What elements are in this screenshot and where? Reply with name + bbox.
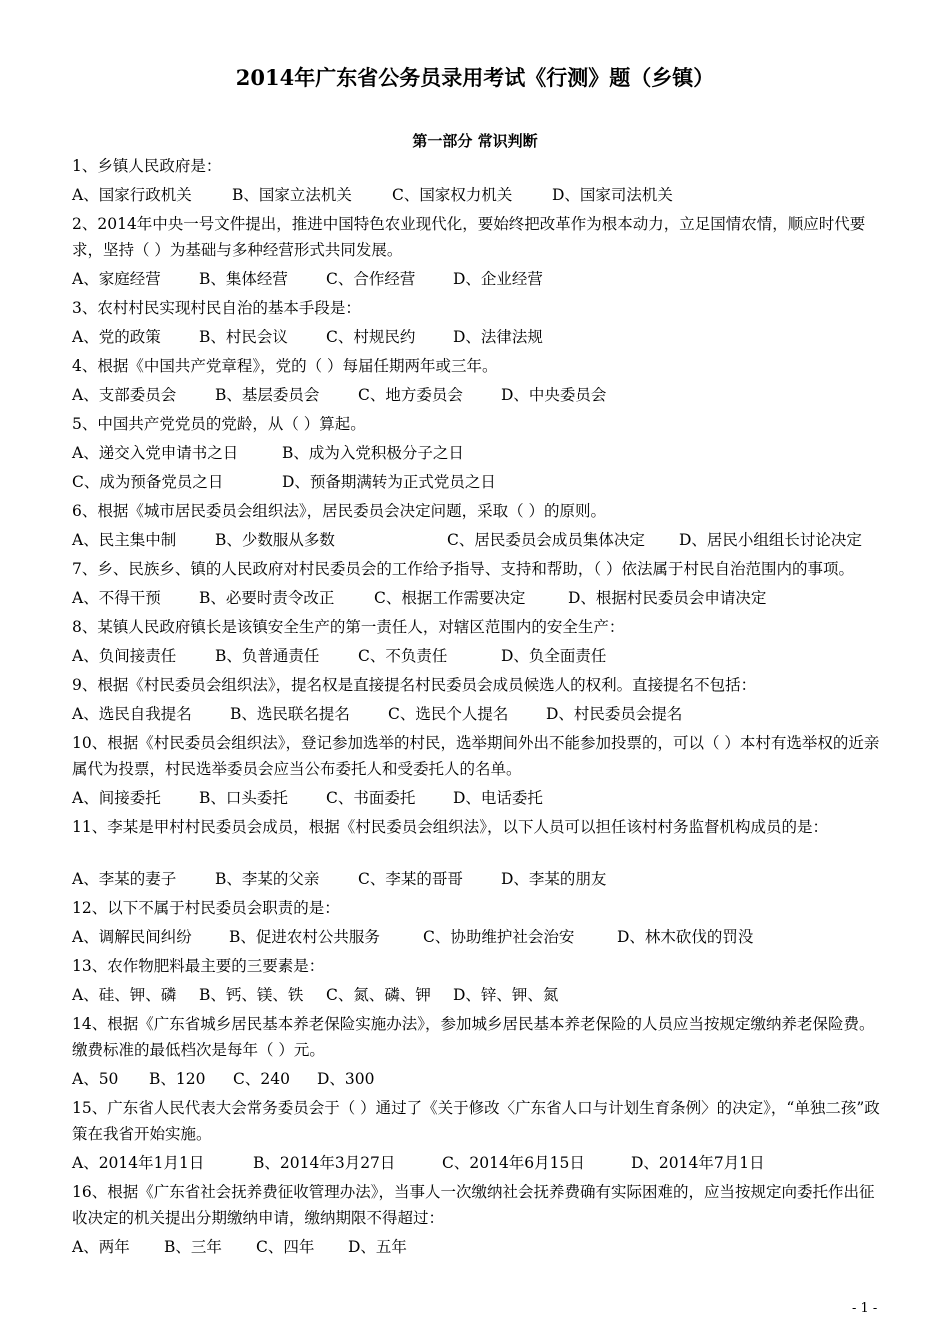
answer-option: D、村民委员会提名 [546, 705, 683, 723]
question-text: 15、广东省人民代表大会常务委员会于（ ）通过了《关于修改〈广东省人口与计划生育条例〉的决定》，“单独二孩”政策在我省开始实施。 [72, 1099, 880, 1143]
answer-option: B、集体经营 [199, 270, 288, 288]
answer-option: A、间接委托 [72, 789, 161, 807]
question-text: 3、农村村民实现村民自治的基本手段是： [72, 299, 361, 317]
section-heading: 第一部分 常识判断 [412, 132, 538, 150]
answer-option: D、根据村民委员会申请决定 [568, 589, 767, 607]
answer-option: B、少数服从多数 [215, 531, 335, 549]
answer-option: D、居民小组组长讨论决定 [679, 531, 862, 549]
question-text: 9、根据《村民委员会组织法》，提名权是直接提名村民委员会成员候选人的权利。直接提名不包括： [72, 676, 757, 694]
answer-option: B、负普通责任 [215, 647, 320, 665]
answer-option: A、递交入党申请书之日 [72, 444, 239, 462]
answer-option: A、支部委员会 [72, 386, 177, 404]
question-text: 16、根据《广东省社会抚养费征收管理办法》，当事人一次缴纳社会抚养费确有实际困难的，应当按规定向委托作出征收决定的机关提出分期缴纳申请，缴纳期限不得超过： [72, 1183, 875, 1227]
answer-option: C、李某的哥哥 [358, 870, 463, 888]
question-text: 14、根据《广东省城乡居民基本养老保险实施办法》，参加城乡居民基本养老保险的人员应当按规定缴纳养老保险费。缴费标准的最低档次是每年（ ）元。 [72, 1015, 875, 1059]
option-row [72, 527, 880, 553]
answer-option: A、硅、钾、磷 [72, 986, 177, 1004]
answer-option: C、地方委员会 [358, 386, 463, 404]
answer-option: C、合作经营 [326, 270, 416, 288]
answer-option: A、党的政策 [72, 328, 161, 346]
answer-option: C、氮、磷、钾 [326, 986, 431, 1004]
option-row [72, 982, 880, 1008]
question-text: 5、中国共产党党员的党龄，从（ ）算起。 [72, 415, 366, 433]
option-row [72, 182, 880, 208]
option-row [72, 866, 880, 892]
answer-option: A、家庭经营 [72, 270, 161, 288]
page-number: - 1 - [852, 1301, 878, 1316]
option-row [72, 469, 880, 495]
answer-option: C、240 [233, 1070, 290, 1088]
answer-option: B、钙、镁、铁 [199, 986, 304, 1004]
answer-option: D、预备期满转为正式党员之日 [282, 473, 496, 491]
option-row [72, 1150, 880, 1176]
option-row [72, 1234, 880, 1260]
answer-option: D、2014年7月1日 [631, 1154, 765, 1172]
answer-option: C、不负责任 [358, 647, 448, 665]
answer-option: B、基层委员会 [215, 386, 320, 404]
answer-option: B、选民联名提名 [230, 705, 350, 723]
question-text: 11、李某是甲村村民委员会成员，根据《村民委员会组织法》，以下人员可以担任该村村务监督机构成员的是： [72, 818, 828, 836]
answer-option: A、50 [72, 1070, 119, 1088]
answer-option: A、选民自我提名 [72, 705, 192, 723]
answer-option: B、促进农村公共服务 [229, 928, 380, 946]
answer-option: C、国家权力机关 [392, 186, 513, 204]
answer-option: B、村民会议 [199, 328, 288, 346]
question-text: 1、乡镇人民政府是： [72, 157, 222, 175]
answer-option: A、不得干预 [72, 589, 161, 607]
answer-option: B、120 [149, 1070, 206, 1088]
option-row [72, 643, 880, 669]
answer-option: B、李某的父亲 [215, 870, 320, 888]
question-text: 13、农作物肥料最主要的三要素是： [72, 957, 325, 975]
answer-option: D、五年 [348, 1238, 407, 1256]
question-list [72, 153, 880, 1263]
answer-option: A、负间接责任 [72, 647, 177, 665]
question-text: 4、根据《中国共产党章程》，党的（ ）每届任期两年或三年。 [72, 357, 498, 375]
question-text: 6、根据《城市居民委员会组织法》，居民委员会决定问题，采取（ ）的原则。 [72, 502, 607, 520]
answer-option: D、企业经营 [453, 270, 543, 288]
answer-option: C、四年 [256, 1238, 315, 1256]
answer-option: A、国家行政机关 [72, 186, 192, 204]
answer-option: D、电话委托 [453, 789, 543, 807]
answer-option: A、调解民间纠纷 [72, 928, 192, 946]
option-row [72, 324, 880, 350]
option-row [72, 585, 880, 611]
question-text: 2、2014年中央一号文件提出，推进中国特色农业现代化，要始终把改革作为根本动力，立足国情农情，顺应时代要求，坚持（ ）为基础与多种经营形式共同发展。 [72, 215, 866, 259]
answer-option: C、选民个人提名 [388, 705, 509, 723]
option-row [72, 382, 880, 408]
answer-option: D、林木砍伐的罚没 [617, 928, 754, 946]
option-row [72, 1066, 880, 1092]
answer-option: A、2014年1月1日 [72, 1154, 205, 1172]
answer-option: B、2014年3月27日 [253, 1154, 396, 1172]
answer-option: B、必要时责令改正 [199, 589, 335, 607]
answer-option: C、村规民约 [326, 328, 416, 346]
answer-option: B、三年 [164, 1238, 222, 1256]
answer-option: C、根据工作需要决定 [374, 589, 526, 607]
question-text: 10、根据《村民委员会组织法》，登记参加选举的村民，选举期间外出不能参加投票的，可以（ ）本村有选举权的近亲属代为投票，村民选举委员会应当公布委托人和受委托人的名单。 [72, 734, 880, 778]
option-row [72, 924, 880, 950]
answer-option: C、成为预备党员之日 [72, 473, 224, 491]
answer-option: B、口头委托 [199, 789, 288, 807]
answer-option: D、国家司法机关 [552, 186, 673, 204]
option-row [72, 266, 880, 292]
answer-option: C、2014年6月15日 [442, 1154, 585, 1172]
answer-option: B、国家立法机关 [232, 186, 352, 204]
option-row [72, 440, 880, 466]
answer-option: A、民主集中制 [72, 531, 177, 549]
answer-option: C、居民委员会成员集体决定 [447, 531, 645, 549]
answer-option: C、协助维护社会治安 [423, 928, 575, 946]
answer-option: D、锌、钾、氮 [453, 986, 559, 1004]
question-text: 12、以下不属于村民委员会职责的是： [72, 899, 340, 917]
answer-option: A、两年 [72, 1238, 130, 1256]
answer-option: A、李某的妻子 [72, 870, 177, 888]
answer-option: D、300 [317, 1070, 375, 1088]
question-text: 8、某镇人民政府镇长是该镇安全生产的第一责任人，对辖区范围内的安全生产： [72, 618, 625, 636]
document-title: 2014年广东省公务员录用考试《行测》题（乡镇） [235, 65, 715, 90]
answer-option: D、负全面责任 [501, 647, 607, 665]
answer-option: C、书面委托 [326, 789, 416, 807]
answer-option: B、成为入党积极分子之日 [282, 444, 464, 462]
option-row [72, 701, 880, 727]
answer-option: D、中央委员会 [501, 386, 607, 404]
option-row [72, 785, 880, 811]
question-text: 7、乡、民族乡、镇的人民政府对村民委员会的工作给予指导、支持和帮助，（ ）依法属于村民自治范围内的事项。 [72, 560, 855, 578]
answer-option: D、法律法规 [453, 328, 543, 346]
answer-option: D、李某的朋友 [501, 870, 607, 888]
